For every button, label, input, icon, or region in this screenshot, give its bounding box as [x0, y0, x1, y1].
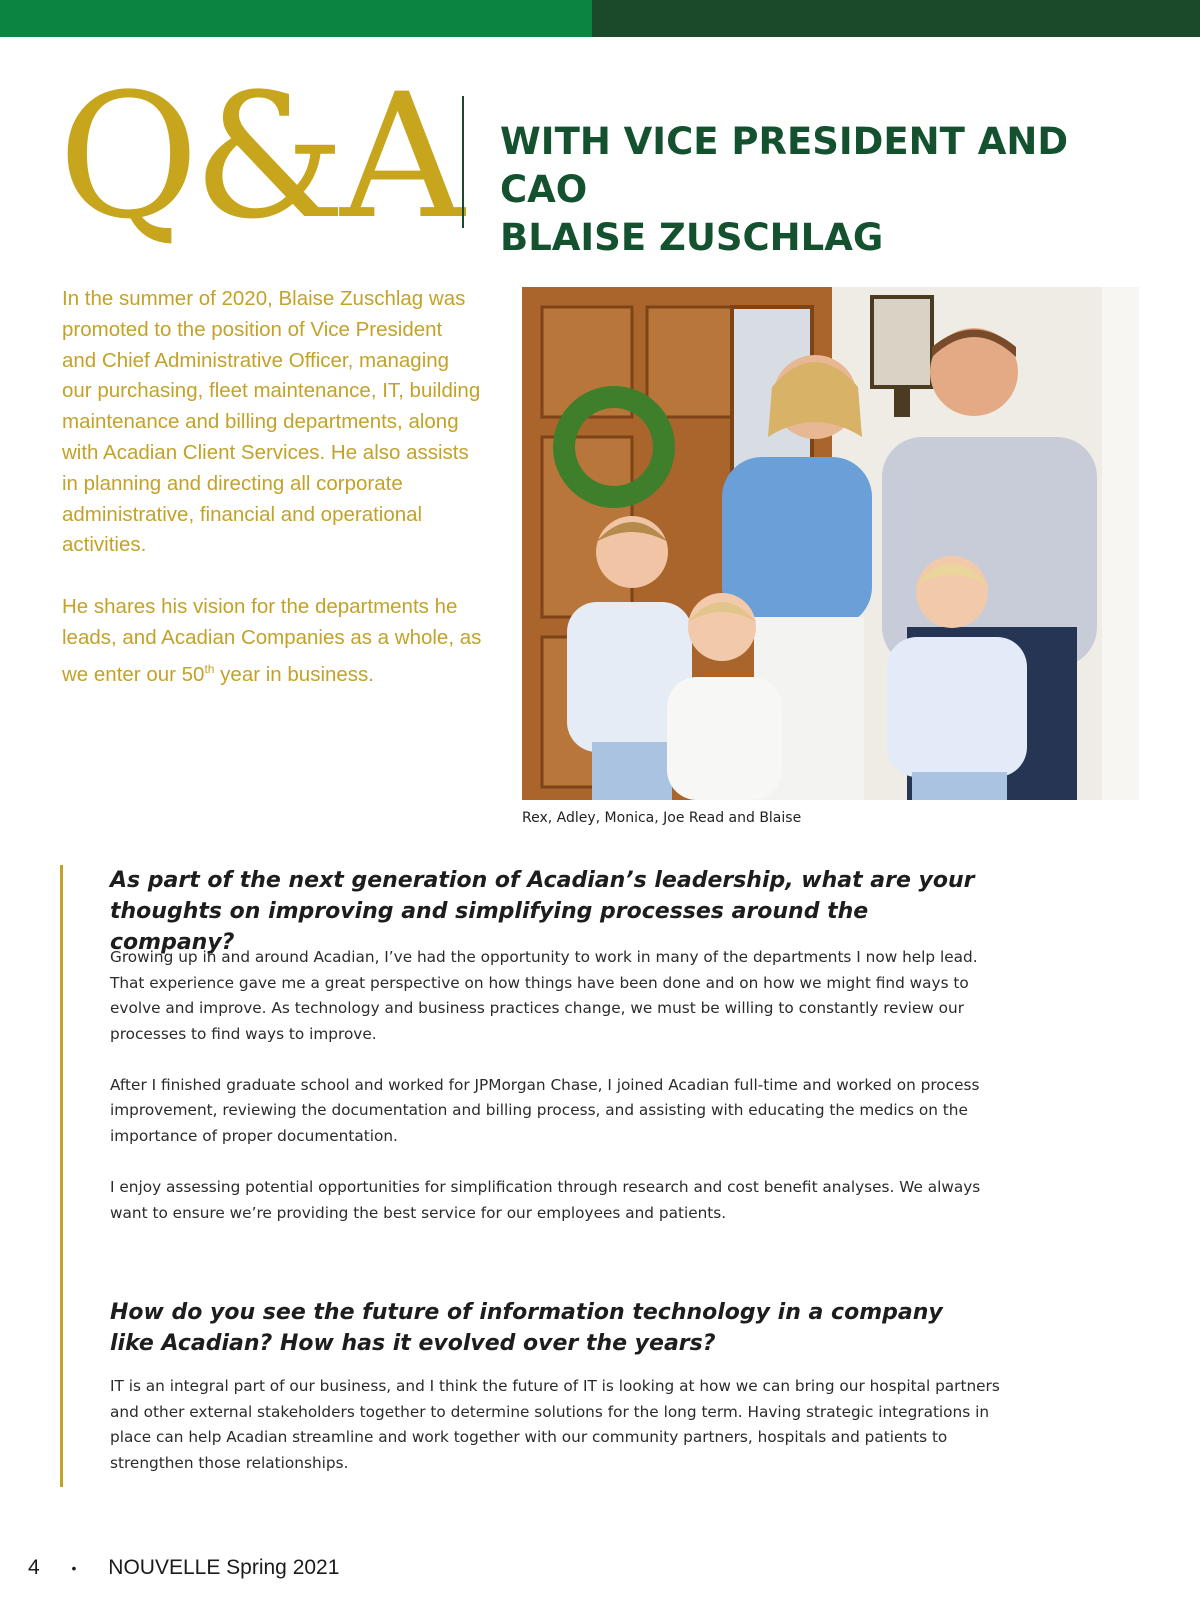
question-2: How do you see the future of information technology in a company like Acadian? How has it evolved over the years?	[110, 1300, 943, 1356]
family-photo-image	[522, 287, 1139, 800]
intro-paragraph-2-text: He shares his vision for the departments he leads, and Acadian Companies as a whole, as we enter our 50	[62, 595, 482, 686]
title-divider	[462, 96, 464, 228]
qa-logo: Q&A	[58, 56, 459, 257]
woman-blouse	[722, 457, 872, 627]
page-footer	[28, 1552, 339, 1584]
publication-name: NOUVELLE Spring 2021	[108, 1556, 340, 1579]
answer-2	[110, 1374, 1010, 1502]
qa-section	[60, 865, 1023, 1487]
photo-caption: Rex, Adley, Monica, Joe Read and Blaise	[522, 810, 802, 826]
title-line-1: WITH VICE PRESIDENT AND CAO	[500, 120, 1069, 211]
family-photo	[522, 287, 1139, 800]
intro-paragraph-2	[62, 592, 482, 690]
top-bar-green-segment	[0, 0, 592, 37]
intro-paragraph-2-end: year in business.	[214, 662, 374, 686]
answer-1-paragraph-3: I enjoy assessing potential opportunities for simplification through research and cost benefit analyses. We always want to ensure we’re providing the best service for our employees and patients.	[110, 1178, 981, 1222]
answer-1	[110, 945, 1010, 1252]
answer-1-paragraph-2: After I finished graduate school and worked for JPMorgan Chase, I joined Acadian full-time and worked on process improvement, reviewing the documentation and billing process, and assisting with educating the medics on the importance of proper documentation.	[110, 1075, 980, 1146]
answer-1-paragraph-1: Growing up in and around Acadian, I’ve had the opportunity to work in many of the departments I now help lead. That experience gave me a great perspective on how things have been done and on how we might find ways to evolve and improve. As technology and business practices change, we must be willing to constantly review our processes to find ways to improve.	[110, 948, 978, 1043]
intro-text	[62, 284, 482, 721]
top-bar-dark-green-segment	[592, 0, 1200, 37]
page-number: 4	[28, 1556, 40, 1579]
title-line-2: BLAISE ZUSCHLAG	[500, 216, 884, 259]
intro-paragraph-1: In the summer of 2020, Blaise Zuschlag was promoted to the position of Vice President and Chief Administrative Officer, managing our purchasing, fleet maintenance, IT, building maintenance and billing departments, along with Acadian Client Services. He also assists in planning and directing all corporate administrative, financial and operational activities.	[62, 287, 481, 557]
question-1: As part of the next generation of Acadian’s leadership, what are your thoughts on improving and simplifying processes around the company?	[110, 868, 975, 955]
page-title	[500, 118, 1140, 262]
footer-separator: •	[71, 1560, 77, 1576]
top-color-bar	[0, 0, 1200, 37]
answer-2-paragraph-1: IT is an integral part of our business, and I think the future of IT is looking at how we can bring our hospital partners and other external stakeholders together to determine solutions for the long term. Having strategic integrations in place can help Acadian streamline and work together with our community partners, hospitals and patients to strengthen those relationships.	[110, 1377, 1000, 1472]
ordinal-suffix: th	[204, 661, 215, 676]
